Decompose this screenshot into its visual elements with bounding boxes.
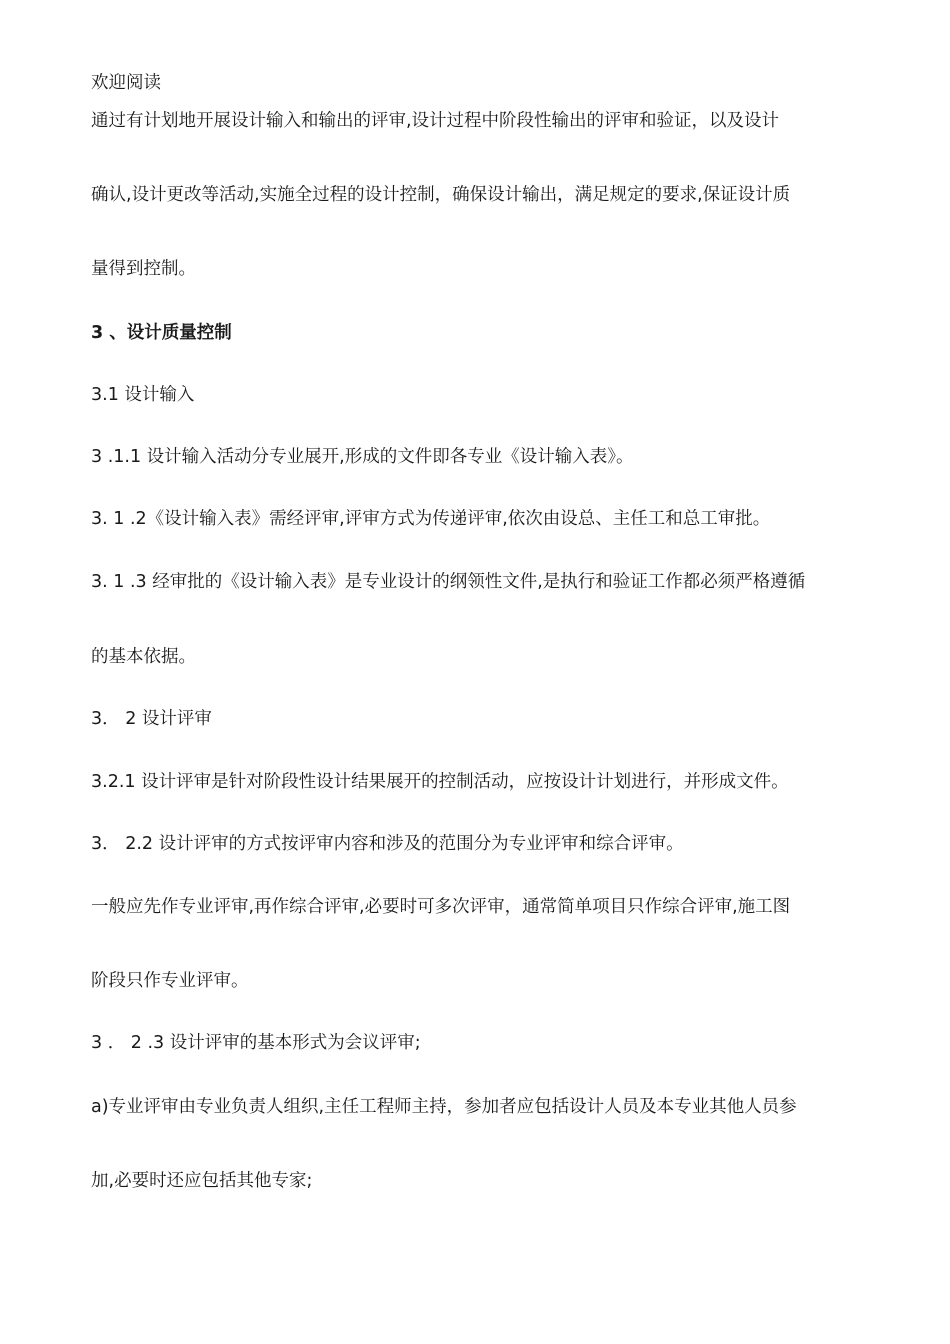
section-heading: 3 、设计质量控制 [91, 323, 232, 343]
subsection-heading: 3． 2 设计评审 [91, 709, 212, 729]
paragraph-line: 3． 2.2 设计评审的方式按评审内容和涉及的范围分为专业评审和综合评审。 [91, 834, 684, 854]
paragraph-line: 的基本依据。 [91, 647, 196, 667]
document-header: 欢迎阅读 [91, 73, 161, 93]
paragraph-line: 3.2.1 设计评审是针对阶段性设计结果展开的控制活动，应按设计计划进行，并形成文件。 [91, 772, 789, 792]
paragraph-line: 确认,设计更改等活动,实施全过程的设计控制，确保设计输出，满足规定的要求,保证设计质 [91, 185, 791, 205]
paragraph-line: 3. 1 .2《设计输入表》需经评审,评审方式为传递评审,依次由设总、主任工和总工审批。 [91, 509, 771, 529]
paragraph-line: 一般应先作专业评审,再作综合评审,必要时可多次评审，通常简单项目只作综合评审,施工图 [91, 897, 791, 917]
paragraph-line: 3. 1 .3 经审批的《设计输入表》是专业设计的纲领性文件,是执行和验证工作都必须严格遵循 [91, 572, 806, 592]
paragraph-line: 通过有计划地开展设计输入和输出的评审,设计过程中阶段性输出的评审和验证，以及设计 [91, 111, 780, 131]
paragraph-line: 3 ． 2 .3 设计评审的基本形式为会议评审; [91, 1033, 421, 1053]
paragraph-line: 加,必要时还应包括其他专家; [91, 1171, 313, 1191]
subsection-heading: 3.1 设计输入 [91, 385, 195, 405]
paragraph-line: a)专业评审由专业负责人组织,主任工程师主持，参加者应包括设计人员及本专业其他人员参 [91, 1097, 797, 1117]
paragraph-line: 3 .1.1 设计输入活动分专业展开,形成的文件即各专业《设计输入表》。 [91, 447, 634, 467]
paragraph-line: 阶段只作专业评审。 [91, 971, 249, 991]
paragraph-line: 量得到控制。 [91, 259, 196, 279]
